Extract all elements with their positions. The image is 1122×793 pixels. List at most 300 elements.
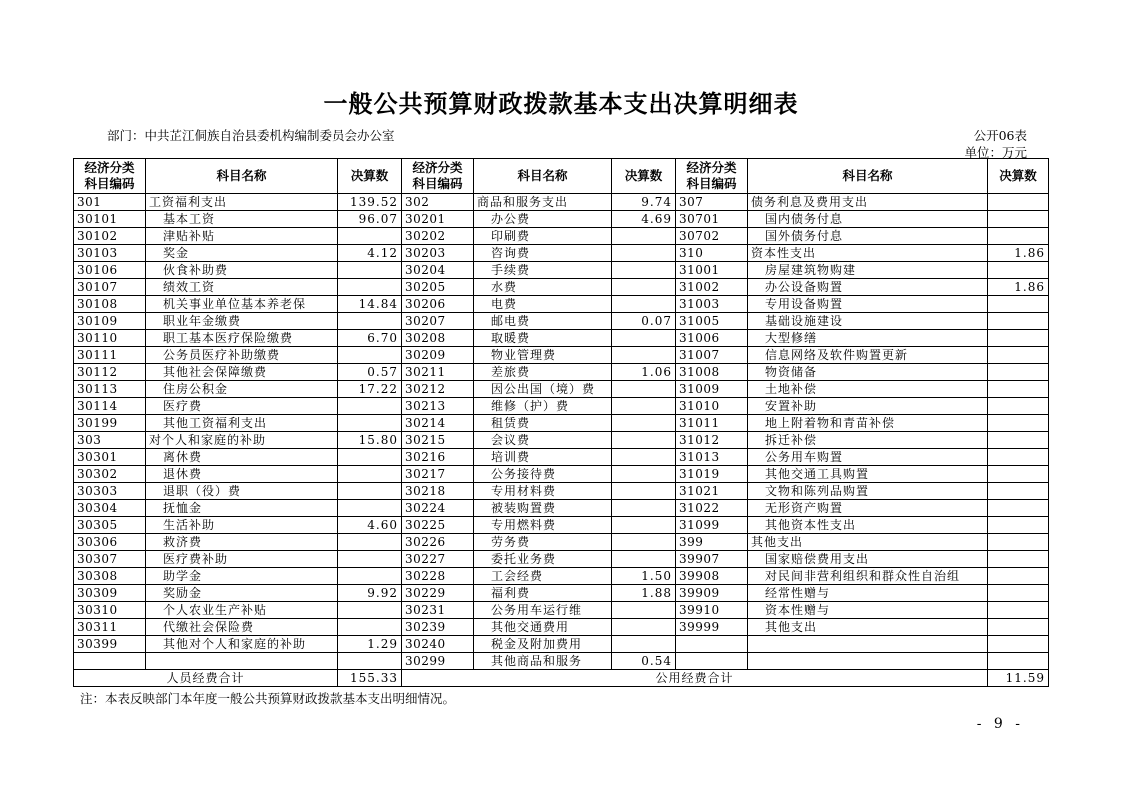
account-code-cell: 30702 (676, 228, 748, 245)
account-code-cell: 30111 (74, 347, 146, 364)
account-code-cell: 30305 (74, 517, 146, 534)
account-code-cell: 39999 (676, 619, 748, 636)
account-name-cell: 安置补助 (748, 398, 988, 415)
account-code-cell: 30399 (74, 636, 146, 653)
account-name-cell: 拆迁补偿 (748, 432, 988, 449)
table-row (74, 534, 1049, 551)
amount-cell: 1.06 (612, 364, 676, 381)
account-name-cell: 其他支出 (748, 534, 988, 551)
amount-cell (338, 347, 402, 364)
account-name-cell: 伙食补助费 (146, 262, 338, 279)
account-code-cell: 30302 (74, 466, 146, 483)
amount-cell (988, 364, 1049, 381)
account-name-cell: 其他工资福利支出 (146, 415, 338, 432)
account-code-cell: 30102 (74, 228, 146, 245)
account-name-cell: 劳务费 (474, 534, 612, 551)
account-name-cell: 手续费 (474, 262, 612, 279)
account-code-cell: 30229 (402, 585, 474, 602)
amount-cell: 0.57 (338, 364, 402, 381)
account-name-cell: 邮电费 (474, 313, 612, 330)
amount-cell (338, 228, 402, 245)
amount-cell (338, 466, 402, 483)
account-code-cell: 31099 (676, 517, 748, 534)
account-code-cell: 31011 (676, 415, 748, 432)
account-name-cell: 工会经费 (474, 568, 612, 585)
amount-cell (612, 228, 676, 245)
account-code-cell: 30217 (402, 466, 474, 483)
account-code-cell: 30207 (402, 313, 474, 330)
table-row (74, 449, 1049, 466)
account-name-cell: 个人农业生产补贴 (146, 602, 338, 619)
account-name-cell: 公务接待费 (474, 466, 612, 483)
account-code-cell: 30299 (402, 653, 474, 670)
amount-cell: 1.29 (338, 636, 402, 653)
account-name-cell: 会议费 (474, 432, 612, 449)
account-name-cell: 地上附着物和青苗补偿 (748, 415, 988, 432)
account-name-cell: 基础设施建设 (748, 313, 988, 330)
account-name-cell: 专用材料费 (474, 483, 612, 500)
account-code-cell: 31013 (676, 449, 748, 466)
account-code-cell: 30304 (74, 500, 146, 517)
account-name-cell: 维修（护）费 (474, 398, 612, 415)
account-code-cell: 30216 (402, 449, 474, 466)
amount-cell (338, 313, 402, 330)
account-name-cell: 生活补助 (146, 517, 338, 534)
amount-cell: 1.86 (988, 279, 1049, 296)
amount-cell (988, 500, 1049, 517)
account-name-cell (748, 653, 988, 670)
account-code-cell: 30107 (74, 279, 146, 296)
account-name-cell: 资本性支出 (748, 245, 988, 262)
account-name-cell: 国外债务付息 (748, 228, 988, 245)
amount-cell (988, 653, 1049, 670)
account-name-cell: 其他商品和服务 (474, 653, 612, 670)
account-code-cell: 30309 (74, 585, 146, 602)
amount-cell (988, 415, 1049, 432)
unit-label: 单位：万元 (964, 145, 1027, 160)
account-code-cell: 30204 (402, 262, 474, 279)
page-title: 一般公共预算财政拨款基本支出决算明细表 (323, 89, 799, 118)
account-code-cell: 30110 (74, 330, 146, 347)
account-code-cell: 30203 (402, 245, 474, 262)
amount-cell: 4.69 (612, 211, 676, 228)
amount-cell (988, 194, 1049, 211)
amount-cell: 15.80 (338, 432, 402, 449)
account-name-cell: 培训费 (474, 449, 612, 466)
account-name-cell: 专用燃料费 (474, 517, 612, 534)
amount-cell: 139.52 (338, 194, 402, 211)
account-name-cell: 专用设备购置 (748, 296, 988, 313)
amount-cell (988, 398, 1049, 415)
account-name-cell: 取暖费 (474, 330, 612, 347)
account-code-cell: 30225 (402, 517, 474, 534)
account-name-cell: 办公设备购置 (748, 279, 988, 296)
account-name-cell: 其他交通工具购置 (748, 466, 988, 483)
amount-cell (338, 398, 402, 415)
amount-cell: 1.86 (988, 245, 1049, 262)
account-code-cell: 31008 (676, 364, 748, 381)
account-code-cell: 30303 (74, 483, 146, 500)
amount-cell (988, 347, 1049, 364)
amount-cell (612, 381, 676, 398)
table-row (74, 483, 1049, 500)
header-code: 经济分类 科目编码 (676, 159, 748, 194)
account-code-cell: 31006 (676, 330, 748, 347)
account-code-cell: 30311 (74, 619, 146, 636)
table-row (74, 381, 1049, 398)
account-code-cell: 31001 (676, 262, 748, 279)
account-name-cell: 公务用车购置 (748, 449, 988, 466)
amount-cell (338, 653, 402, 670)
account-name-cell: 无形资产购置 (748, 500, 988, 517)
account-code-cell: 30109 (74, 313, 146, 330)
amount-cell (988, 636, 1049, 653)
table-row (74, 415, 1049, 432)
amount-cell: 96.07 (338, 211, 402, 228)
form-code: 公开06表 (973, 128, 1027, 143)
account-code-cell: 30224 (402, 500, 474, 517)
account-name-cell: 奖金 (146, 245, 338, 262)
table-row (74, 568, 1049, 585)
account-name-cell: 被装购置费 (474, 500, 612, 517)
account-code-cell: 30209 (402, 347, 474, 364)
account-code-cell: 30213 (402, 398, 474, 415)
account-code-cell: 30307 (74, 551, 146, 568)
table-row (74, 398, 1049, 415)
account-code-cell: 30240 (402, 636, 474, 653)
account-name-cell: 办公费 (474, 211, 612, 228)
account-name-cell: 医疗费 (146, 398, 338, 415)
personnel-total-label: 人员经费合计 (74, 670, 338, 687)
amount-cell (612, 432, 676, 449)
account-name-cell: 土地补偿 (748, 381, 988, 398)
account-code-cell: 30212 (402, 381, 474, 398)
header-name: 科目名称 (474, 159, 612, 194)
amount-cell (988, 228, 1049, 245)
account-name-cell: 职工基本医疗保险缴费 (146, 330, 338, 347)
amount-cell (338, 602, 402, 619)
account-code-cell: 30201 (402, 211, 474, 228)
amount-cell (612, 330, 676, 347)
table-header-row (74, 159, 1049, 194)
amount-cell: 0.54 (612, 653, 676, 670)
account-code-cell: 30218 (402, 483, 474, 500)
account-code-cell: 39909 (676, 585, 748, 602)
amount-cell: 1.88 (612, 585, 676, 602)
amount-cell (612, 415, 676, 432)
department-label: 部门：中共芷江侗族自治县委机构编制委员会办公室 (107, 128, 395, 143)
amount-cell (988, 432, 1049, 449)
amount-cell: 6.70 (338, 330, 402, 347)
table-row (74, 602, 1049, 619)
account-code-cell: 31002 (676, 279, 748, 296)
amount-cell (612, 636, 676, 653)
account-code-cell: 30106 (74, 262, 146, 279)
account-code-cell: 30239 (402, 619, 474, 636)
account-code-cell: 31022 (676, 500, 748, 517)
account-name-cell: 房屋建筑物购建 (748, 262, 988, 279)
header-name: 科目名称 (146, 159, 338, 194)
table-row (74, 551, 1049, 568)
account-code-cell: 301 (74, 194, 146, 211)
account-code-cell: 31003 (676, 296, 748, 313)
account-code-cell: 30113 (74, 381, 146, 398)
account-name-cell: 对个人和家庭的补助 (146, 432, 338, 449)
account-name-cell: 差旅费 (474, 364, 612, 381)
amount-cell: 0.07 (612, 313, 676, 330)
table-row (74, 279, 1049, 296)
account-code-cell: 30112 (74, 364, 146, 381)
table-row (74, 211, 1049, 228)
account-name-cell (748, 636, 988, 653)
amount-cell (612, 517, 676, 534)
amount-cell (988, 381, 1049, 398)
account-code-cell: 30211 (402, 364, 474, 381)
account-code-cell: 30701 (676, 211, 748, 228)
account-name-cell (146, 653, 338, 670)
account-name-cell: 对民间非营利组织和群众性自治组 (748, 568, 988, 585)
amount-cell (612, 262, 676, 279)
account-name-cell: 国家赔偿费用支出 (748, 551, 988, 568)
table-row (74, 585, 1049, 602)
account-code-cell: 30310 (74, 602, 146, 619)
account-name-cell: 印刷费 (474, 228, 612, 245)
account-name-cell: 委托业务费 (474, 551, 612, 568)
account-name-cell: 救济费 (146, 534, 338, 551)
account-name-cell: 公务用车运行维 (474, 602, 612, 619)
amount-cell (988, 602, 1049, 619)
amount-cell (338, 551, 402, 568)
account-code-cell: 30301 (74, 449, 146, 466)
account-name-cell: 助学金 (146, 568, 338, 585)
footnote: 注：本表反映部门本年度一般公共预算财政拨款基本支出明细情况。 (80, 691, 456, 706)
account-name-cell: 工资福利支出 (146, 194, 338, 211)
amount-cell (612, 398, 676, 415)
account-code-cell: 31012 (676, 432, 748, 449)
account-code-cell: 30103 (74, 245, 146, 262)
account-name-cell: 公务员医疗补助缴费 (146, 347, 338, 364)
account-name-cell: 基本工资 (146, 211, 338, 228)
totals-row (74, 670, 1049, 687)
amount-cell (988, 551, 1049, 568)
account-code-cell: 30199 (74, 415, 146, 432)
account-name-cell: 物业管理费 (474, 347, 612, 364)
header-amount: 决算数 (988, 159, 1049, 194)
account-name-cell: 经常性赠与 (748, 585, 988, 602)
account-code-cell: 399 (676, 534, 748, 551)
account-name-cell: 离休费 (146, 449, 338, 466)
account-code-cell: 30206 (402, 296, 474, 313)
account-name-cell: 抚恤金 (146, 500, 338, 517)
header-amount: 决算数 (612, 159, 676, 194)
account-name-cell: 物资储备 (748, 364, 988, 381)
amount-cell: 4.60 (338, 517, 402, 534)
amount-cell: 9.74 (612, 194, 676, 211)
amount-cell (612, 466, 676, 483)
amount-cell: 17.22 (338, 381, 402, 398)
amount-cell (988, 313, 1049, 330)
amount-cell (338, 534, 402, 551)
amount-cell (338, 415, 402, 432)
amount-cell (338, 568, 402, 585)
account-name-cell: 信息网络及软件购置更新 (748, 347, 988, 364)
amount-cell (988, 296, 1049, 313)
personnel-total-value: 155.33 (338, 670, 402, 687)
account-name-cell: 其他交通费用 (474, 619, 612, 636)
table-row (74, 262, 1049, 279)
amount-cell: 9.92 (338, 585, 402, 602)
account-name-cell: 债务利息及费用支出 (748, 194, 988, 211)
table-row (74, 347, 1049, 364)
account-code-cell: 30214 (402, 415, 474, 432)
account-code-cell: 39910 (676, 602, 748, 619)
amount-cell (988, 585, 1049, 602)
account-name-cell: 文物和陈列品购置 (748, 483, 988, 500)
amount-cell (612, 483, 676, 500)
account-name-cell: 机关事业单位基本养老保 (146, 296, 338, 313)
account-name-cell: 税金及附加费用 (474, 636, 612, 653)
amount-cell (612, 245, 676, 262)
account-code-cell: 30308 (74, 568, 146, 585)
account-name-cell: 租赁费 (474, 415, 612, 432)
account-code-cell (74, 653, 146, 670)
table-row (74, 517, 1049, 534)
amount-cell (988, 449, 1049, 466)
account-code-cell: 30231 (402, 602, 474, 619)
amount-cell (612, 347, 676, 364)
account-code-cell: 30202 (402, 228, 474, 245)
page-number: - 9 - (976, 716, 1024, 732)
account-code-cell: 30108 (74, 296, 146, 313)
amount-cell (338, 449, 402, 466)
amount-cell (988, 466, 1049, 483)
amount-cell (338, 279, 402, 296)
amount-cell (988, 211, 1049, 228)
account-code-cell: 31010 (676, 398, 748, 415)
account-name-cell: 国内债务付息 (748, 211, 988, 228)
amount-cell (988, 483, 1049, 500)
account-code-cell: 30226 (402, 534, 474, 551)
amount-cell: 14.84 (338, 296, 402, 313)
account-code-cell: 310 (676, 245, 748, 262)
account-code-cell: 303 (74, 432, 146, 449)
amount-cell: 4.12 (338, 245, 402, 262)
account-code-cell: 30227 (402, 551, 474, 568)
amount-cell (338, 483, 402, 500)
amount-cell (988, 330, 1049, 347)
account-code-cell: 30215 (402, 432, 474, 449)
expenditure-table (73, 158, 1049, 687)
account-name-cell: 其他对个人和家庭的补助 (146, 636, 338, 653)
amount-cell (338, 619, 402, 636)
account-code-cell: 31009 (676, 381, 748, 398)
amount-cell (338, 262, 402, 279)
account-code-cell: 31021 (676, 483, 748, 500)
table-row (74, 500, 1049, 517)
table-row (74, 194, 1049, 211)
account-code-cell: 30205 (402, 279, 474, 296)
table-row (74, 313, 1049, 330)
account-name-cell: 代缴社会保险费 (146, 619, 338, 636)
header-amount: 决算数 (338, 159, 402, 194)
account-name-cell: 大型修缮 (748, 330, 988, 347)
amount-cell (988, 534, 1049, 551)
table-row (74, 466, 1049, 483)
account-name-cell: 医疗费补助 (146, 551, 338, 568)
amount-cell: 1.50 (612, 568, 676, 585)
header-code: 经济分类 科目编码 (74, 159, 146, 194)
account-name-cell: 水费 (474, 279, 612, 296)
account-name-cell: 因公出国（境）费 (474, 381, 612, 398)
account-code-cell (676, 636, 748, 653)
table-row (74, 228, 1049, 245)
table-row (74, 364, 1049, 381)
amount-cell (612, 534, 676, 551)
table-row (74, 296, 1049, 313)
table-row (74, 619, 1049, 636)
amount-cell (612, 602, 676, 619)
account-name-cell: 职业年金缴费 (146, 313, 338, 330)
account-name-cell: 福利费 (474, 585, 612, 602)
account-name-cell: 住房公积金 (146, 381, 338, 398)
account-code-cell: 30114 (74, 398, 146, 415)
account-code-cell (676, 653, 748, 670)
account-name-cell: 退休费 (146, 466, 338, 483)
header-name: 科目名称 (748, 159, 988, 194)
account-name-cell: 津贴补贴 (146, 228, 338, 245)
account-code-cell: 302 (402, 194, 474, 211)
account-name-cell: 退职（役）费 (146, 483, 338, 500)
table-row (74, 330, 1049, 347)
public-total-value: 11.59 (988, 670, 1049, 687)
account-code-cell: 30306 (74, 534, 146, 551)
amount-cell (988, 568, 1049, 585)
account-code-cell: 31007 (676, 347, 748, 364)
account-name-cell: 其他资本性支出 (748, 517, 988, 534)
account-code-cell: 30101 (74, 211, 146, 228)
account-code-cell: 307 (676, 194, 748, 211)
table-row (74, 653, 1049, 670)
account-code-cell: 39908 (676, 568, 748, 585)
account-code-cell: 31019 (676, 466, 748, 483)
amount-cell (988, 517, 1049, 534)
table-row (74, 432, 1049, 449)
account-name-cell: 奖励金 (146, 585, 338, 602)
amount-cell (612, 279, 676, 296)
amount-cell (612, 296, 676, 313)
account-code-cell: 39907 (676, 551, 748, 568)
amount-cell (612, 619, 676, 636)
public-total-label: 公用经费合计 (402, 670, 988, 687)
amount-cell (338, 500, 402, 517)
amount-cell (988, 262, 1049, 279)
amount-cell (612, 449, 676, 466)
account-name-cell: 其他支出 (748, 619, 988, 636)
amount-cell (988, 619, 1049, 636)
account-code-cell: 30208 (402, 330, 474, 347)
amount-cell (612, 551, 676, 568)
amount-cell (612, 500, 676, 517)
account-name-cell: 资本性赠与 (748, 602, 988, 619)
account-code-cell: 30228 (402, 568, 474, 585)
table-row (74, 636, 1049, 653)
account-name-cell: 商品和服务支出 (474, 194, 612, 211)
account-name-cell: 咨询费 (474, 245, 612, 262)
table-row (74, 245, 1049, 262)
account-name-cell: 绩效工资 (146, 279, 338, 296)
header-code: 经济分类 科目编码 (402, 159, 474, 194)
account-name-cell: 其他社会保障缴费 (146, 364, 338, 381)
